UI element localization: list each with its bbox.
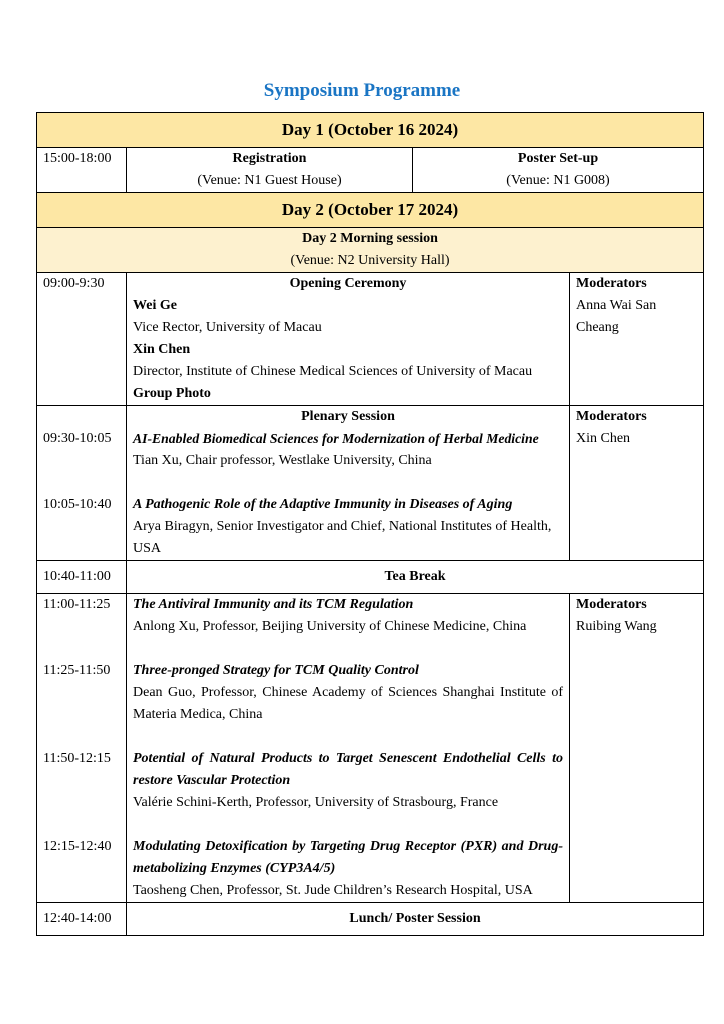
session2-times bbox=[37, 594, 127, 903]
plenary-cell bbox=[127, 406, 570, 561]
group-photo: Group Photo bbox=[133, 386, 211, 401]
talk-time: 11:50-12:15 bbox=[43, 751, 111, 766]
speaker-xin-chen-role: Director, Institute of Chinese Medical Sciences of University of Macau bbox=[133, 364, 533, 379]
plenary-moderators-cell bbox=[570, 406, 704, 561]
plenary-label: Plenary Session bbox=[301, 409, 395, 424]
opening-time: 09:00-9:30 bbox=[37, 273, 127, 406]
moderators-label: Moderators bbox=[576, 597, 647, 612]
day1-time: 15:00-18:00 bbox=[37, 148, 127, 193]
moderator-name-line1: Anna Wai San bbox=[576, 298, 657, 313]
talk-title: Modulating Detoxification by Targeting Drug Receptor (PXR) and Drug-metabolizing Enzymes (CYP3A4/5) bbox=[133, 839, 563, 876]
talk-title: Three-pronged Strategy for TCM Quality Control bbox=[133, 663, 419, 678]
registration-venue: (Venue: N1 Guest House) bbox=[197, 173, 342, 188]
talk-time: 11:25-11:50 bbox=[43, 663, 111, 678]
tea-time: 10:40-11:00 bbox=[37, 561, 127, 594]
talk-time: 09:30-10:05 bbox=[43, 431, 112, 446]
talk-time: 10:05-10:40 bbox=[43, 497, 112, 512]
moderator-name: Xin Chen bbox=[576, 431, 631, 446]
opening-moderators-cell bbox=[570, 273, 704, 406]
talk-speaker: Dean Guo, Professor, Chinese Academy of Sciences Shanghai Institute of Materia Medica, China bbox=[133, 685, 563, 722]
talk-title: Potential of Natural Products to Target Senescent Endothelial Cells to restore Vascular Protection bbox=[133, 751, 563, 788]
speaker-wei-ge: Wei Ge bbox=[133, 298, 177, 313]
talk-title: The Antiviral Immunity and its TCM Regulation bbox=[133, 597, 414, 612]
tea-break: Tea Break bbox=[127, 561, 704, 594]
plenary-times bbox=[37, 406, 127, 561]
talk-time: 11:00-11:25 bbox=[43, 597, 111, 612]
talk-time: 12:15-12:40 bbox=[43, 839, 112, 854]
talk-speaker: Valérie Schini-Kerth, Professor, University of Strasbourg, France bbox=[133, 795, 499, 810]
talk-speaker: Anlong Xu, Professor, Beijing University of Chinese Medicine, China bbox=[133, 619, 527, 634]
talk-speaker: Tian Xu, Chair professor, Westlake University, China bbox=[133, 453, 432, 468]
opening-cell bbox=[127, 273, 570, 406]
morning-session-label: Day 2 Morning session bbox=[302, 231, 438, 246]
lunch-time: 12:40-14:00 bbox=[37, 903, 127, 936]
morning-session-cell bbox=[37, 228, 704, 273]
lunch-poster-session: Lunch/ Poster Session bbox=[127, 903, 704, 936]
moderators-label: Moderators bbox=[576, 409, 647, 424]
session2-moderators-cell bbox=[570, 594, 704, 903]
day1-header: Day 1 (October 16 2024) bbox=[37, 113, 704, 148]
talk-speaker: Taosheng Chen, Professor, St. Jude Children’s Research Hospital, USA bbox=[133, 883, 533, 898]
page-title: Symposium Programme bbox=[263, 80, 461, 101]
speaker-xin-chen: Xin Chen bbox=[133, 342, 191, 357]
poster-setup-label: Poster Set-up bbox=[517, 151, 599, 166]
programme-table bbox=[36, 112, 704, 936]
talk-speaker: Arya Biragyn, Senior Investigator and Chief, National Institutes of Health, USA bbox=[133, 519, 552, 556]
moderator-name-line2: Cheang bbox=[576, 320, 619, 335]
poster-setup-venue: (Venue: N1 G008) bbox=[506, 173, 610, 188]
talk-title: AI-Enabled Biomedical Sciences for Modernization of Herbal Medicine bbox=[133, 431, 539, 446]
moderator-name: Ruibing Wang bbox=[576, 619, 657, 634]
registration-label: Registration bbox=[232, 151, 307, 166]
session2-cell bbox=[127, 594, 570, 903]
registration-cell bbox=[127, 148, 413, 193]
talk-title: A Pathogenic Role of the Adaptive Immunity in Diseases of Aging bbox=[133, 497, 513, 512]
speaker-wei-ge-role: Vice Rector, University of Macau bbox=[133, 320, 322, 335]
moderators-label: Moderators bbox=[576, 276, 647, 291]
day2-header: Day 2 (October 17 2024) bbox=[37, 193, 704, 228]
morning-session-venue: (Venue: N2 University Hall) bbox=[290, 253, 450, 268]
opening-label: Opening Ceremony bbox=[289, 276, 407, 291]
poster-setup-cell bbox=[413, 148, 704, 193]
